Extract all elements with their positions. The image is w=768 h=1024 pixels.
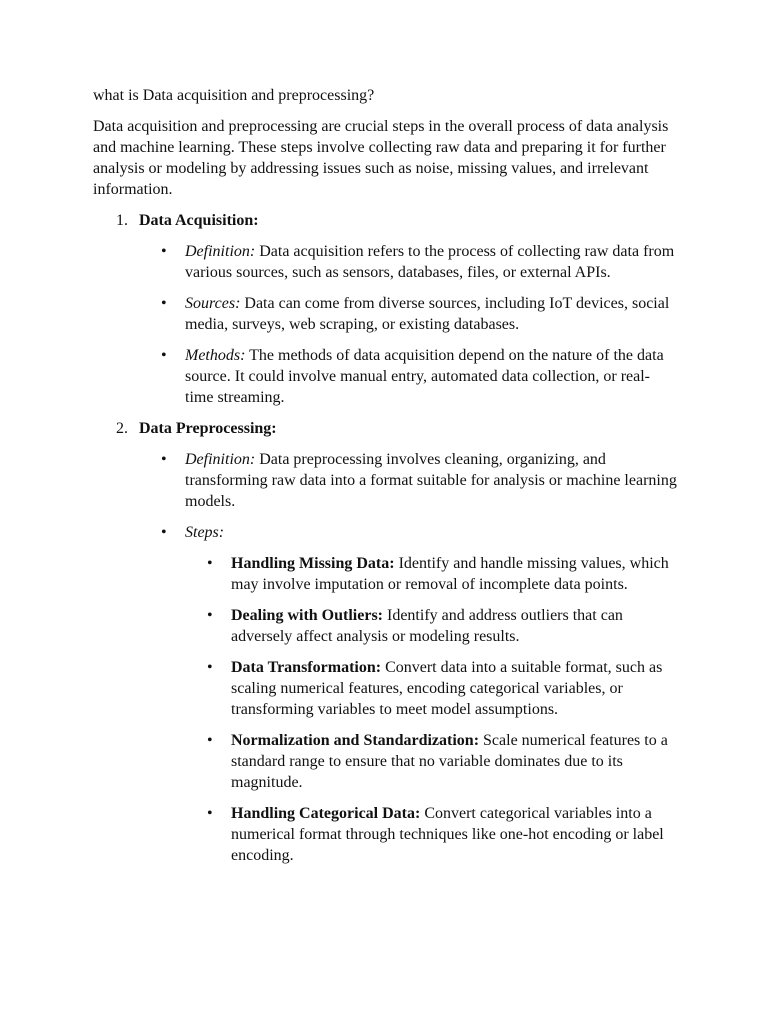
- step-body: Scale numerical features to a standard range to ensure that no variable dominates due to its magnitude.: [231, 732, 668, 791]
- step-term: Handling Missing Data:: [231, 555, 395, 572]
- section-number: 1.: [116, 212, 128, 229]
- step-body: Convert categorical variables into a numerical format through techniques like one-hot encoding or label encoding.: [231, 805, 664, 864]
- list-item-body: Data acquisition refers to the process of collecting raw data from various sources, such as sensors, databases, files, or external APIs.: [185, 243, 675, 281]
- step-item: [207, 553, 678, 595]
- section-data-preprocessing: [93, 418, 678, 866]
- list-item-term: Sources:: [185, 295, 241, 312]
- section-heading: Data Acquisition:: [139, 212, 259, 229]
- steps-list: [185, 553, 678, 866]
- list-item-body: Data preprocessing involves cleaning, organizing, and transforming raw data into a format suitable for analysis or machine learning models.: [185, 451, 677, 510]
- step-text: [231, 730, 678, 793]
- bullet-icon: •: [161, 295, 167, 312]
- list-item: [161, 449, 678, 512]
- step-text: [231, 657, 678, 720]
- step-body: Identify and handle missing values, which may involve imputation or removal of incomplete data points.: [231, 555, 669, 593]
- list-item: [161, 293, 678, 335]
- step-item: [207, 657, 678, 720]
- step-item: [207, 730, 678, 793]
- section-heading: Data Preprocessing:: [139, 420, 277, 437]
- list-item-text: [185, 241, 678, 283]
- bullet-icon: •: [207, 555, 213, 572]
- step-item: [207, 803, 678, 866]
- step-item: [207, 605, 678, 647]
- step-term: Normalization and Standardization:: [231, 732, 480, 749]
- list-item-text: [185, 293, 678, 335]
- step-term: Data Transformation:: [231, 659, 382, 676]
- list-item-text: [185, 345, 678, 408]
- list-item-term: Steps:: [185, 524, 225, 541]
- list-item-term: Definition:: [185, 451, 256, 468]
- bullet-icon: •: [207, 607, 213, 624]
- document-title: what is Data acquisition and preprocessing?: [93, 87, 375, 104]
- bullet-icon: •: [161, 451, 167, 468]
- list-item-text: [185, 522, 678, 543]
- list-item-text: [185, 449, 678, 512]
- list-item: [161, 241, 678, 283]
- section-data-acquisition: [93, 210, 678, 408]
- step-term: Dealing with Outliers:: [231, 607, 383, 624]
- bullet-icon: •: [207, 732, 213, 749]
- list-item-body: Data can come from diverse sources, including IoT devices, social media, surveys, web scraping, or existing databases.: [185, 295, 670, 333]
- bullet-icon: •: [207, 659, 213, 676]
- intro-paragraph: Data acquisition and preprocessing are crucial steps in the overall process of data analysis and machine learning. These steps involve collecting raw data and preparing it for further analysis or modeling by addressing issues such as noise, missing values, and irrelevant information.: [93, 118, 669, 198]
- section-number: 2.: [116, 420, 128, 437]
- list-item: [161, 345, 678, 408]
- step-text: [231, 803, 678, 866]
- list-item-term: Definition:: [185, 243, 256, 260]
- section-list: [93, 210, 678, 866]
- bullet-list: [139, 449, 678, 866]
- step-text: [231, 553, 678, 595]
- step-body: Convert data into a suitable format, such as scaling numerical features, encoding categorical variables, or transforming variables to meet model assumptions.: [231, 659, 663, 718]
- list-item-body: The methods of data acquisition depend on the nature of the data source. It could involve manual entry, automated data collection, or real-time streaming.: [185, 347, 664, 406]
- bullet-icon: •: [161, 524, 167, 541]
- list-item-steps: [161, 522, 678, 866]
- bullet-list: [139, 241, 678, 408]
- list-item-term: Methods:: [185, 347, 246, 364]
- step-text: [231, 605, 678, 647]
- bullet-icon: •: [161, 347, 167, 364]
- step-body: Identify and address outliers that can adversely affect analysis or modeling results.: [231, 607, 623, 645]
- bullet-icon: •: [207, 805, 213, 822]
- bullet-icon: •: [161, 243, 167, 260]
- step-term: Handling Categorical Data:: [231, 805, 421, 822]
